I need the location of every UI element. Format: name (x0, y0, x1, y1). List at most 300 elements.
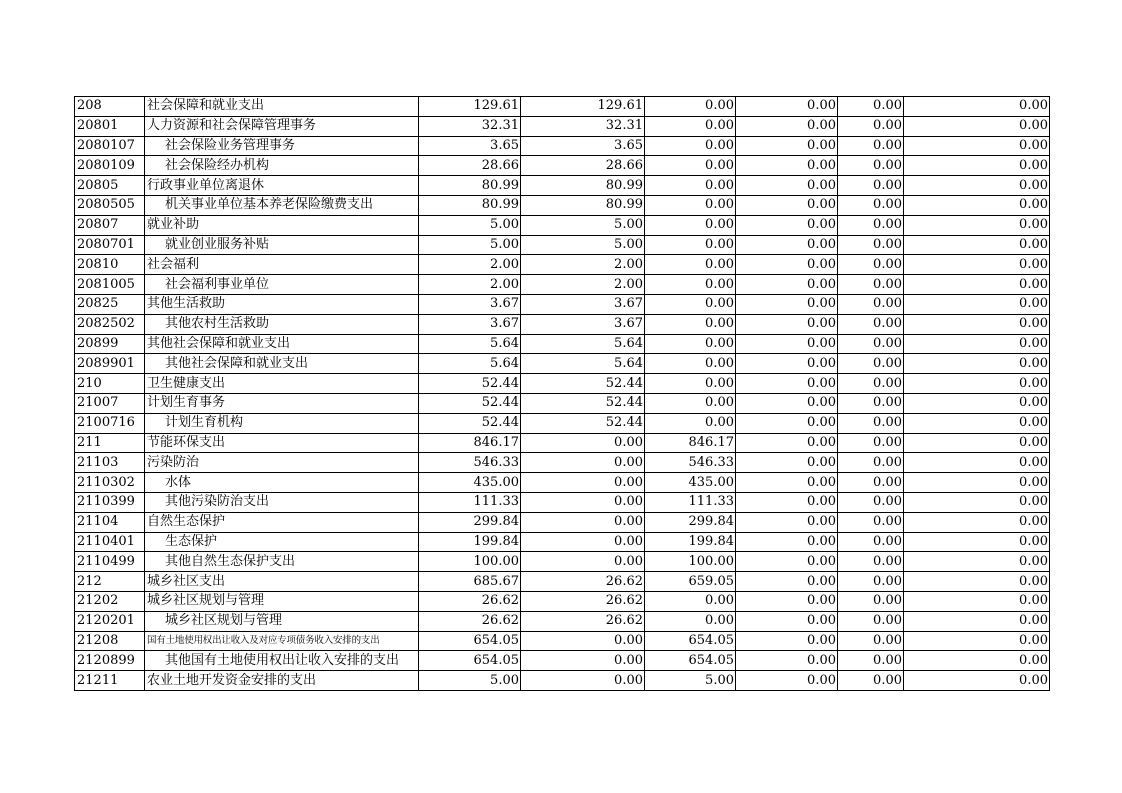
amount-cell-c3: 0.00 (645, 136, 736, 156)
subject-name-text: 社会福利 (147, 256, 200, 272)
amount-cell-c5: 0.00 (838, 572, 904, 592)
amount-cell-c5: 0.00 (838, 334, 904, 354)
subject-name-text: 城乡社区支出 (147, 573, 226, 589)
amount-cell-c1: 111.33 (419, 492, 521, 512)
amount-cell-c5: 0.00 (838, 235, 904, 255)
amount-cell-c3: 0.00 (645, 255, 736, 275)
amount-cell-c6: 0.00 (904, 195, 1050, 215)
table-row (75, 176, 1050, 196)
table-row (75, 473, 1050, 493)
amount-cell-c4: 0.00 (736, 334, 838, 354)
amount-cell-c5: 0.00 (838, 512, 904, 532)
amount-cell-c1: 80.99 (419, 176, 521, 196)
amount-cell-c5: 0.00 (838, 651, 904, 671)
amount-cell-c4: 0.00 (736, 671, 838, 691)
subject-name-cell (145, 473, 419, 493)
amount-cell-c5: 0.00 (838, 255, 904, 275)
amount-cell-c3: 100.00 (645, 552, 736, 572)
subject-name-cell (145, 374, 419, 394)
amount-cell-c3: 0.00 (645, 116, 736, 136)
amount-cell-c3: 654.05 (645, 651, 736, 671)
amount-cell-c2: 26.62 (521, 611, 645, 631)
amount-cell-c3: 0.00 (645, 156, 736, 176)
amount-cell-c3: 0.00 (645, 393, 736, 413)
amount-cell-c2: 5.64 (521, 354, 645, 374)
amount-cell-c2: 52.44 (521, 413, 645, 433)
table-row (75, 354, 1050, 374)
amount-cell-c1: 32.31 (419, 116, 521, 136)
amount-cell-c6: 0.00 (904, 255, 1050, 275)
amount-cell-c6: 0.00 (904, 136, 1050, 156)
subject-name-cell (145, 354, 419, 374)
amount-cell-c2: 2.00 (521, 255, 645, 275)
amount-cell-c1: 5.00 (419, 235, 521, 255)
amount-cell-c6: 0.00 (904, 354, 1050, 374)
subject-name-cell (145, 532, 419, 552)
amount-cell-c4: 0.00 (736, 275, 838, 295)
subject-name-cell (145, 255, 419, 275)
amount-cell-c3: 435.00 (645, 473, 736, 493)
amount-cell-c3: 0.00 (645, 275, 736, 295)
amount-cell-c3: 0.00 (645, 235, 736, 255)
amount-cell-c5: 0.00 (838, 611, 904, 631)
amount-cell-c3: 199.84 (645, 532, 736, 552)
subject-name-text: 社会保险经办机构 (165, 157, 270, 173)
amount-cell-c1: 435.00 (419, 473, 521, 493)
amount-cell-c1: 52.44 (419, 374, 521, 394)
table-row (75, 156, 1050, 176)
amount-cell-c2: 0.00 (521, 473, 645, 493)
amount-cell-c3: 654.05 (645, 631, 736, 651)
amount-cell-c1: 846.17 (419, 433, 521, 453)
subject-name-cell (145, 136, 419, 156)
amount-cell-c3: 0.00 (645, 215, 736, 235)
amount-cell-c1: 654.05 (419, 651, 521, 671)
subject-name-text: 计划生育事务 (147, 395, 226, 411)
amount-cell-c6: 0.00 (904, 631, 1050, 651)
subject-code-cell: 2100716 (75, 413, 145, 433)
amount-cell-c1: 28.66 (419, 156, 521, 176)
table-row (75, 334, 1050, 354)
amount-cell-c4: 0.00 (736, 393, 838, 413)
subject-name-cell (145, 393, 419, 413)
amount-cell-c3: 0.00 (645, 314, 736, 334)
amount-cell-c1: 5.00 (419, 671, 521, 691)
amount-cell-c5: 0.00 (838, 136, 904, 156)
amount-cell-c3: 0.00 (645, 97, 736, 117)
subject-name-text: 城乡社区规划与管理 (165, 613, 283, 629)
amount-cell-c5: 0.00 (838, 413, 904, 433)
subject-name-cell (145, 116, 419, 136)
subject-code-cell: 20805 (75, 176, 145, 196)
subject-name-text: 社会福利事业单位 (165, 276, 270, 292)
budget-expenditure-table (74, 96, 1050, 691)
subject-name-cell (145, 156, 419, 176)
amount-cell-c3: 0.00 (645, 374, 736, 394)
amount-cell-c3: 659.05 (645, 572, 736, 592)
table-row (75, 136, 1050, 156)
subject-code-cell: 211 (75, 433, 145, 453)
subject-name-cell (145, 97, 419, 117)
table-row (75, 453, 1050, 473)
amount-cell-c2: 0.00 (521, 453, 645, 473)
amount-cell-c2: 0.00 (521, 532, 645, 552)
subject-code-cell: 2081005 (75, 275, 145, 295)
amount-cell-c5: 0.00 (838, 97, 904, 117)
amount-cell-c5: 0.00 (838, 374, 904, 394)
amount-cell-c4: 0.00 (736, 572, 838, 592)
subject-name-text: 就业补助 (147, 217, 200, 233)
amount-cell-c4: 0.00 (736, 591, 838, 611)
amount-cell-c4: 0.00 (736, 314, 838, 334)
amount-cell-c1: 546.33 (419, 453, 521, 473)
subject-name-cell (145, 492, 419, 512)
subject-code-cell: 2080109 (75, 156, 145, 176)
amount-cell-c1: 3.67 (419, 314, 521, 334)
amount-cell-c2: 0.00 (521, 512, 645, 532)
amount-cell-c2: 0.00 (521, 433, 645, 453)
amount-cell-c3: 111.33 (645, 492, 736, 512)
table-row (75, 611, 1050, 631)
table-row (75, 631, 1050, 651)
subject-name-cell (145, 235, 419, 255)
subject-code-cell: 2110302 (75, 473, 145, 493)
subject-name-text: 其他国有土地使用权出让收入安排的支出 (165, 652, 400, 668)
amount-cell-c1: 100.00 (419, 552, 521, 572)
amount-cell-c6: 0.00 (904, 275, 1050, 295)
subject-code-cell: 21211 (75, 671, 145, 691)
amount-cell-c2: 0.00 (521, 492, 645, 512)
subject-name-text: 社会保险业务管理事务 (165, 137, 296, 153)
subject-code-cell: 2089901 (75, 354, 145, 374)
amount-cell-c4: 0.00 (736, 492, 838, 512)
amount-cell-c6: 0.00 (904, 433, 1050, 453)
subject-name-cell (145, 512, 419, 532)
subject-code-cell: 2110401 (75, 532, 145, 552)
amount-cell-c4: 0.00 (736, 235, 838, 255)
amount-cell-c5: 0.00 (838, 215, 904, 235)
amount-cell-c3: 0.00 (645, 294, 736, 314)
subject-name-cell (145, 611, 419, 631)
table-row (75, 512, 1050, 532)
table-row (75, 195, 1050, 215)
subject-name-cell (145, 651, 419, 671)
amount-cell-c4: 0.00 (736, 116, 838, 136)
subject-name-cell (145, 176, 419, 196)
amount-cell-c5: 0.00 (838, 294, 904, 314)
amount-cell-c1: 3.67 (419, 294, 521, 314)
subject-name-cell (145, 433, 419, 453)
amount-cell-c6: 0.00 (904, 215, 1050, 235)
amount-cell-c5: 0.00 (838, 116, 904, 136)
amount-cell-c4: 0.00 (736, 532, 838, 552)
amount-cell-c3: 846.17 (645, 433, 736, 453)
table-row (75, 294, 1050, 314)
amount-cell-c6: 0.00 (904, 473, 1050, 493)
amount-cell-c6: 0.00 (904, 651, 1050, 671)
amount-cell-c4: 0.00 (736, 374, 838, 394)
amount-cell-c1: 26.62 (419, 591, 521, 611)
amount-cell-c4: 0.00 (736, 195, 838, 215)
amount-cell-c1: 2.00 (419, 255, 521, 275)
amount-cell-c2: 3.65 (521, 136, 645, 156)
subject-name-cell (145, 294, 419, 314)
subject-name-text: 计划生育机构 (165, 415, 244, 431)
amount-cell-c2: 80.99 (521, 195, 645, 215)
table-row (75, 572, 1050, 592)
subject-name-text: 自然生态保护 (147, 514, 226, 530)
subject-name-text: 其他社会保障和就业支出 (165, 355, 309, 371)
subject-name-text: 水体 (165, 474, 192, 490)
subject-code-cell: 2110499 (75, 552, 145, 572)
subject-code-cell: 210 (75, 374, 145, 394)
amount-cell-c1: 2.00 (419, 275, 521, 295)
amount-cell-c5: 0.00 (838, 552, 904, 572)
subject-name-cell (145, 314, 419, 334)
amount-cell-c6: 0.00 (904, 97, 1050, 117)
subject-name-cell (145, 453, 419, 473)
amount-cell-c6: 0.00 (904, 314, 1050, 334)
amount-cell-c5: 0.00 (838, 314, 904, 334)
amount-cell-c1: 129.61 (419, 97, 521, 117)
amount-cell-c3: 5.00 (645, 671, 736, 691)
amount-cell-c3: 0.00 (645, 611, 736, 631)
subject-name-text: 生态保护 (165, 533, 218, 549)
amount-cell-c3: 0.00 (645, 195, 736, 215)
subject-code-cell: 20899 (75, 334, 145, 354)
subject-name-text: 污染防治 (147, 454, 200, 470)
amount-cell-c5: 0.00 (838, 473, 904, 493)
amount-cell-c6: 0.00 (904, 552, 1050, 572)
amount-cell-c6: 0.00 (904, 591, 1050, 611)
amount-cell-c4: 0.00 (736, 631, 838, 651)
amount-cell-c5: 0.00 (838, 492, 904, 512)
amount-cell-c5: 0.00 (838, 532, 904, 552)
amount-cell-c2: 28.66 (521, 156, 645, 176)
table-body (75, 97, 1050, 691)
table-row (75, 374, 1050, 394)
amount-cell-c5: 0.00 (838, 671, 904, 691)
subject-name-text: 其他生活救助 (147, 296, 226, 312)
subject-code-cell: 21103 (75, 453, 145, 473)
amount-cell-c4: 0.00 (736, 156, 838, 176)
subject-name-text: 卫生健康支出 (147, 375, 226, 391)
amount-cell-c5: 0.00 (838, 591, 904, 611)
amount-cell-c4: 0.00 (736, 512, 838, 532)
amount-cell-c4: 0.00 (736, 97, 838, 117)
amount-cell-c1: 52.44 (419, 413, 521, 433)
subject-name-text: 农业土地开发资金安排的支出 (147, 672, 317, 688)
table-row (75, 433, 1050, 453)
subject-name-cell (145, 591, 419, 611)
amount-cell-c6: 0.00 (904, 413, 1050, 433)
subject-code-cell: 2120899 (75, 651, 145, 671)
amount-cell-c4: 0.00 (736, 413, 838, 433)
amount-cell-c2: 0.00 (521, 631, 645, 651)
subject-code-cell: 21208 (75, 631, 145, 651)
table-row (75, 532, 1050, 552)
table-row (75, 275, 1050, 295)
amount-cell-c4: 0.00 (736, 136, 838, 156)
amount-cell-c4: 0.00 (736, 552, 838, 572)
amount-cell-c4: 0.00 (736, 453, 838, 473)
subject-code-cell: 212 (75, 572, 145, 592)
amount-cell-c2: 129.61 (521, 97, 645, 117)
amount-cell-c6: 0.00 (904, 334, 1050, 354)
amount-cell-c6: 0.00 (904, 671, 1050, 691)
table-row (75, 651, 1050, 671)
amount-cell-c6: 0.00 (904, 374, 1050, 394)
table-row (75, 116, 1050, 136)
amount-cell-c2: 26.62 (521, 591, 645, 611)
amount-cell-c5: 0.00 (838, 176, 904, 196)
amount-cell-c1: 3.65 (419, 136, 521, 156)
amount-cell-c3: 0.00 (645, 176, 736, 196)
amount-cell-c4: 0.00 (736, 215, 838, 235)
amount-cell-c1: 654.05 (419, 631, 521, 651)
subject-name-text: 人力资源和社会保障管理事务 (147, 118, 317, 134)
amount-cell-c3: 0.00 (645, 354, 736, 374)
subject-code-cell: 208 (75, 97, 145, 117)
amount-cell-c5: 0.00 (838, 156, 904, 176)
amount-cell-c2: 5.00 (521, 215, 645, 235)
table-row (75, 97, 1050, 117)
amount-cell-c5: 0.00 (838, 354, 904, 374)
subject-name-text: 行政事业单位离退休 (147, 177, 265, 193)
amount-cell-c5: 0.00 (838, 433, 904, 453)
amount-cell-c6: 0.00 (904, 611, 1050, 631)
table-row (75, 492, 1050, 512)
subject-name-text: 其他社会保障和就业支出 (147, 335, 291, 351)
subject-code-cell: 20810 (75, 255, 145, 275)
amount-cell-c4: 0.00 (736, 255, 838, 275)
table-row (75, 591, 1050, 611)
subject-name-text: 城乡社区规划与管理 (147, 593, 265, 609)
amount-cell-c2: 3.67 (521, 294, 645, 314)
subject-code-cell: 21104 (75, 512, 145, 532)
table-row (75, 413, 1050, 433)
amount-cell-c6: 0.00 (904, 116, 1050, 136)
subject-code-cell: 2120201 (75, 611, 145, 631)
amount-cell-c5: 0.00 (838, 275, 904, 295)
amount-cell-c1: 26.62 (419, 611, 521, 631)
amount-cell-c5: 0.00 (838, 631, 904, 651)
subject-code-cell: 2082502 (75, 314, 145, 334)
table-row (75, 255, 1050, 275)
amount-cell-c6: 0.00 (904, 453, 1050, 473)
amount-cell-c1: 80.99 (419, 195, 521, 215)
subject-name-text: 机关事业单位基本养老保险缴费支出 (165, 197, 374, 213)
subject-name-cell (145, 413, 419, 433)
amount-cell-c6: 0.00 (904, 532, 1050, 552)
subject-code-cell: 20807 (75, 215, 145, 235)
amount-cell-c2: 32.31 (521, 116, 645, 136)
table-row (75, 552, 1050, 572)
amount-cell-c6: 0.00 (904, 156, 1050, 176)
amount-cell-c6: 0.00 (904, 294, 1050, 314)
amount-cell-c1: 199.84 (419, 532, 521, 552)
amount-cell-c3: 0.00 (645, 334, 736, 354)
amount-cell-c6: 0.00 (904, 176, 1050, 196)
subject-name-cell (145, 334, 419, 354)
amount-cell-c5: 0.00 (838, 393, 904, 413)
amount-cell-c2: 5.64 (521, 334, 645, 354)
subject-code-cell: 21202 (75, 591, 145, 611)
subject-name-cell (145, 572, 419, 592)
subject-name-text: 节能环保支出 (147, 434, 226, 450)
amount-cell-c2: 80.99 (521, 176, 645, 196)
amount-cell-c2: 26.62 (521, 572, 645, 592)
amount-cell-c3: 0.00 (645, 413, 736, 433)
amount-cell-c6: 0.00 (904, 492, 1050, 512)
subject-name-cell (145, 671, 419, 691)
amount-cell-c1: 299.84 (419, 512, 521, 532)
subject-name-text: 其他农村生活救助 (165, 316, 270, 332)
subject-code-cell: 20801 (75, 116, 145, 136)
subject-code-cell: 20825 (75, 294, 145, 314)
amount-cell-c4: 0.00 (736, 433, 838, 453)
subject-name-text: 其他污染防治支出 (165, 494, 270, 510)
amount-cell-c1: 5.64 (419, 334, 521, 354)
table-row (75, 393, 1050, 413)
subject-code-cell: 2080505 (75, 195, 145, 215)
amount-cell-c6: 0.00 (904, 512, 1050, 532)
amount-cell-c2: 2.00 (521, 275, 645, 295)
amount-cell-c2: 0.00 (521, 671, 645, 691)
table-row (75, 314, 1050, 334)
amount-cell-c1: 5.64 (419, 354, 521, 374)
subject-name-text: 其他自然生态保护支出 (165, 553, 296, 569)
amount-cell-c4: 0.00 (736, 473, 838, 493)
subject-name-cell (145, 275, 419, 295)
amount-cell-c1: 52.44 (419, 393, 521, 413)
amount-cell-c2: 52.44 (521, 374, 645, 394)
subject-name-cell (145, 631, 419, 651)
amount-cell-c3: 0.00 (645, 591, 736, 611)
amount-cell-c2: 52.44 (521, 393, 645, 413)
subject-name-cell (145, 552, 419, 572)
amount-cell-c3: 546.33 (645, 453, 736, 473)
table-row (75, 215, 1050, 235)
amount-cell-c2: 0.00 (521, 651, 645, 671)
subject-name-text: 就业创业服务补贴 (165, 236, 270, 252)
amount-cell-c4: 0.00 (736, 651, 838, 671)
subject-name-text: 社会保障和就业支出 (147, 98, 265, 114)
subject-code-cell: 21007 (75, 393, 145, 413)
amount-cell-c4: 0.00 (736, 611, 838, 631)
amount-cell-c3: 299.84 (645, 512, 736, 532)
amount-cell-c4: 0.00 (736, 354, 838, 374)
subject-name-text: 国有土地使用权出让收入及对应专项债务收入安排的支出 (147, 634, 380, 646)
subject-code-cell: 2110399 (75, 492, 145, 512)
amount-cell-c2: 3.67 (521, 314, 645, 334)
subject-name-cell (145, 215, 419, 235)
subject-code-cell: 2080107 (75, 136, 145, 156)
table-row (75, 671, 1050, 691)
amount-cell-c5: 0.00 (838, 195, 904, 215)
amount-cell-c5: 0.00 (838, 453, 904, 473)
amount-cell-c4: 0.00 (736, 294, 838, 314)
amount-cell-c6: 0.00 (904, 393, 1050, 413)
amount-cell-c6: 0.00 (904, 235, 1050, 255)
table-row (75, 235, 1050, 255)
amount-cell-c6: 0.00 (904, 572, 1050, 592)
amount-cell-c1: 685.67 (419, 572, 521, 592)
amount-cell-c2: 5.00 (521, 235, 645, 255)
subject-code-cell: 2080701 (75, 235, 145, 255)
amount-cell-c4: 0.00 (736, 176, 838, 196)
amount-cell-c2: 0.00 (521, 552, 645, 572)
